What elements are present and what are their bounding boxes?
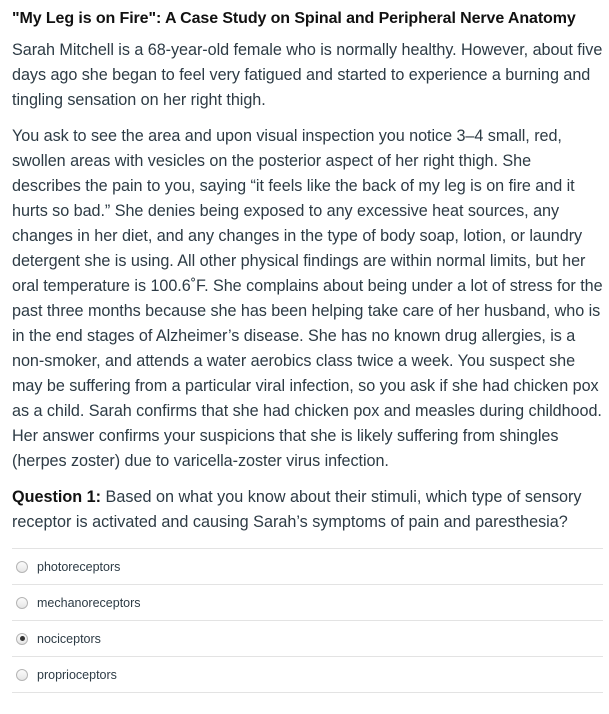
answer-label: nociceptors [37, 631, 101, 646]
radio-button[interactable] [16, 561, 28, 573]
case-paragraph-details: You ask to see the area and upon visual inspection you notice 3–4 small, red, swollen areas with vesicles on the posterior aspect of her right thigh. She describes the pain to you, saying “it feels like the back of my leg is on fire and it hurts so bad.” She denies being exposed to any excessive heat sources, any changes in her diet, and any changes in the type of body soap, lotion, or laundry detergent she is using. All other physical findings are within normal limits, but her oral temperature is 100.6˚F. She complains about being under a lot of stress for the past three months because she has been helping take care of her husband, who is in the end stages of Alzheimer’s disease. She has no known drug allergies, is a non-smoker, and attends a water aerobics class twice a week. You suspect she may be suffering from a particular viral infection, so you ask if she had chicken pox as a child. Sarah confirms that she had chicken pox and measles during childhood. Her answer confirms your suspicions that she is likely suffering from shingles (herpes zoster) due to varicella-zoster virus infection. [12, 127, 603, 470]
case-title: "My Leg is on Fire": A Case Study on Spinal and Peripheral Nerve Anatomy [12, 10, 576, 27]
question-prompt [12, 485, 603, 535]
answer-label: photoreceptors [37, 559, 121, 574]
question-label: Question 1: [12, 488, 102, 506]
answer-label: proprioceptors [37, 667, 117, 682]
question-text: Based on what you know about their stimuli, which type of sensory receptor is activated and causing Sarah’s symptoms of pain and paresthesia? [12, 488, 582, 531]
answer-label: mechanoreceptors [37, 595, 141, 610]
radio-button[interactable] [16, 633, 28, 645]
answer-option-proprioceptors[interactable] [12, 657, 603, 693]
case-paragraph-intro: Sarah Mitchell is a 68-year-old female who is normally healthy. However, about five days ago she began to feel very fatigued and started to experience a burning and tingling sensation on her right thigh. [12, 41, 603, 109]
answer-option-mechanoreceptors[interactable] [12, 585, 603, 621]
answer-option-nociceptors[interactable] [12, 621, 603, 657]
answer-option-photoreceptors[interactable] [12, 549, 603, 585]
answer-list [12, 548, 603, 693]
radio-button[interactable] [16, 669, 28, 681]
radio-button[interactable] [16, 597, 28, 609]
